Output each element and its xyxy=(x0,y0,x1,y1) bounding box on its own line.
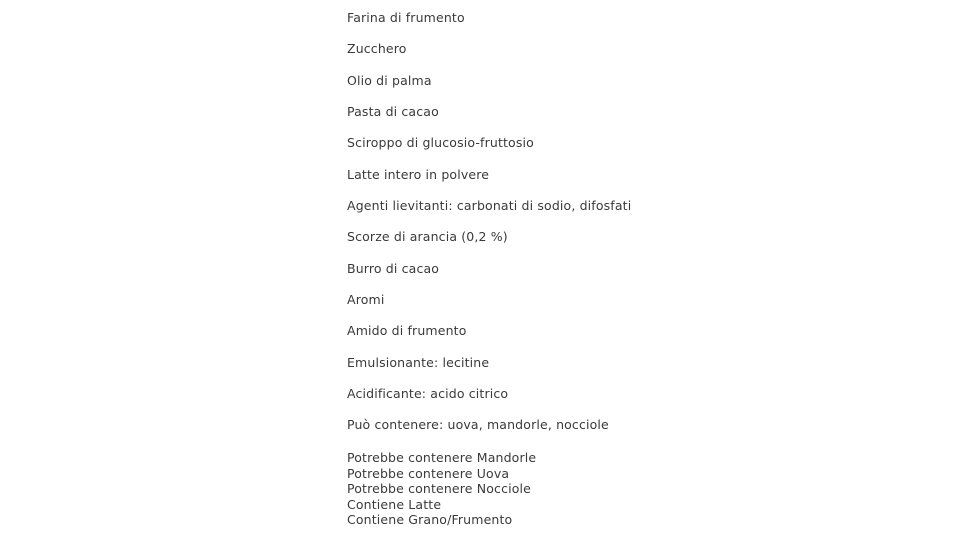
ingredient-item: Amido di frumento xyxy=(347,323,467,339)
ingredient-item: Agenti lievitanti: carbonati di sodio, difosfati xyxy=(347,198,632,214)
ingredient-item: Scorze di arancia (0,2 %) xyxy=(347,229,508,245)
ingredient-item: Farina di frumento xyxy=(347,10,465,25)
ingredient-item: Aromi xyxy=(347,292,385,308)
allergen-item: Potrebbe contenere Mandorle xyxy=(347,450,537,465)
allergen-item: Contiene Grano/Frumento xyxy=(347,512,513,528)
ingredient-item: Acidificante: acido citrico xyxy=(347,386,509,402)
allergen-item: Contiene Latte xyxy=(347,496,442,512)
allergen-list xyxy=(347,450,536,528)
ingredient-item: Pasta di cacao xyxy=(347,104,439,120)
ingredient-item: Può contenere: uova, mandorle, nocciole xyxy=(347,417,609,433)
ingredient-item: Latte intero in polvere xyxy=(347,166,490,182)
allergen-item: Potrebbe contenere Nocciole xyxy=(347,481,531,497)
ingredient-item: Burro di cacao xyxy=(347,260,440,276)
ingredient-item: Olio di palma xyxy=(347,72,432,88)
ingredient-item: Sciroppo di glucosio-fruttosio xyxy=(347,135,534,151)
allergen-item: Potrebbe contenere Uova xyxy=(347,465,510,481)
ingredient-item: Zucchero xyxy=(347,41,407,57)
ingredient-item: Emulsionante: lecitine xyxy=(347,354,490,370)
ingredient-list xyxy=(347,10,631,449)
